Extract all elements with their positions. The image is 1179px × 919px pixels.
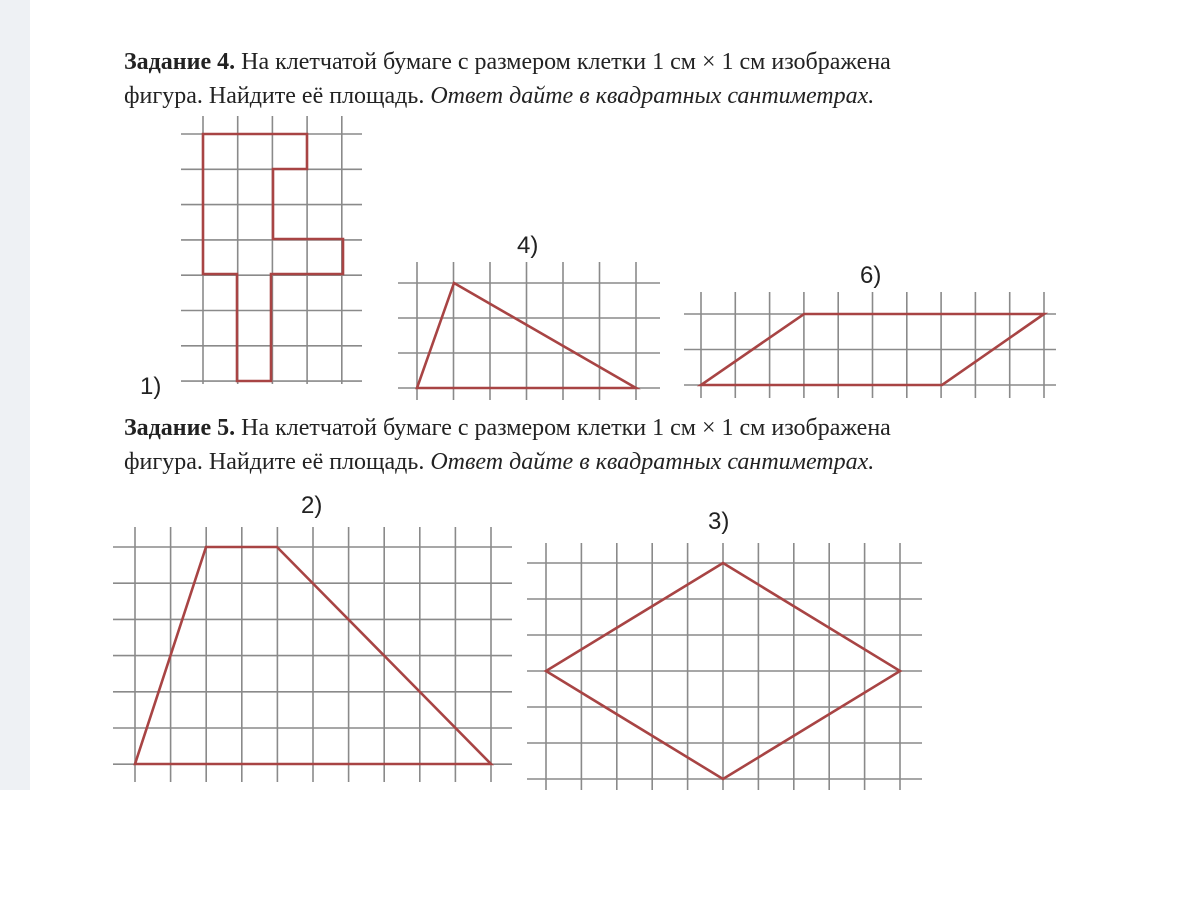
task-4-line2: фигура. Найдите её площадь. (124, 83, 425, 109)
figure-4-label: 4) (517, 232, 539, 259)
task-4-line1: На клетчатой бумаге с размером клетки 1 см × 1 см изображена (235, 49, 891, 75)
figure-2-label: 2) (301, 492, 323, 519)
task-5-answer-note: Ответ дайте в квадратных сантиметрах. (430, 449, 875, 475)
task-4-answer-note: Ответ дайте в квадратных сантиметрах. (430, 83, 875, 109)
task-5-heading: Задание 5. (124, 415, 236, 441)
figure-3-label: 3) (708, 508, 730, 535)
task-5-line2: фигура. Найдите её площадь. (124, 449, 425, 475)
task-5-line1: На клетчатой бумаге с размером клетки 1 см × 1 см изображена (235, 415, 891, 441)
figure-1-label: 1) (140, 373, 162, 400)
figure-6-label: 6) (860, 262, 882, 289)
task-4-heading: Задание 4. (124, 49, 236, 75)
